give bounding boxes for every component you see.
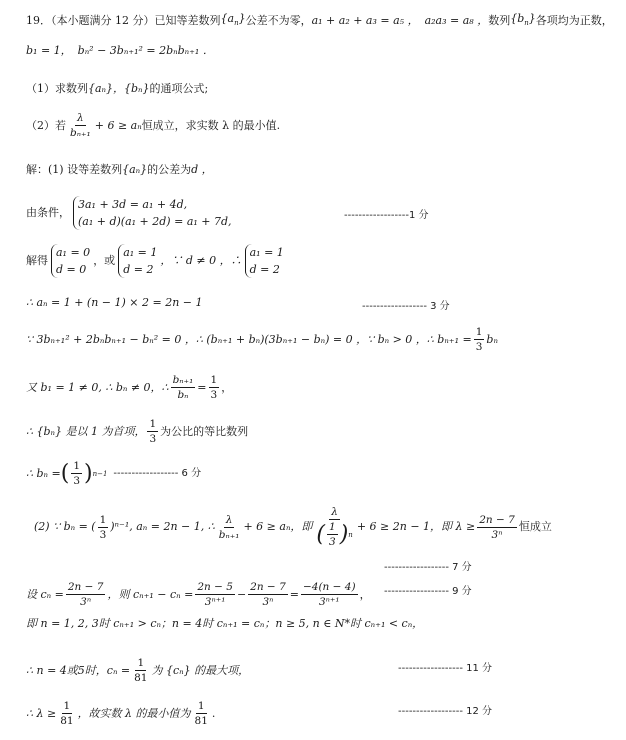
score-12: ------------------ 12 分 (398, 706, 493, 717)
cn-diff-result: $\frac{-4(n - 4)}{\text{3ⁿ⁺¹}}$ (302, 581, 356, 608)
final-answer: ∴ λ ≥ $\frac{1}{81}$ ，故实数 λ 的最小值为 $\frac{1}{81}$ . (26, 700, 216, 727)
score-7: ------------------ 7 分 (384, 562, 472, 573)
p2-frac-2: $\frac{\lambda}{\text{bₙ₊₁}}$ (218, 513, 240, 541)
question-2 (26, 112, 280, 139)
bn-ratio-rhs: $\frac{1}{3}$ (210, 374, 218, 401)
score-11: ------------------ 11 分 (398, 663, 493, 674)
solve-or: ，或 (93, 254, 116, 267)
problem-line-2 (26, 44, 214, 58)
solve-system-1: a₁ = 0 d = 0 (51, 244, 90, 278)
q1-seq-b: {bₙ} (124, 82, 150, 95)
problem-text-2: 数列 (488, 14, 511, 27)
part2-line: (2) ∵ bₙ = ( $\frac{1}{3}$ )ⁿ⁻¹, aₙ = 2n − 1, ∴ $\frac{\lambda}{\text{bₙ₊₁}}$ + 6 ≥ aₙ，即 λ ( $\frac{1}{3}$ ) n + 6 ≥ 2n − 1，即 λ ≥ $\frac{2n - 7}{\text{3ⁿ}}$ 恒成立 (34, 506, 552, 548)
b1-condition: b₁ = 1， (26, 44, 72, 57)
an-set: $\{a_n\}$ (220, 12, 246, 27)
solution-conditions (26, 196, 235, 230)
score-1: ------------------1 分 (344, 210, 429, 221)
solve-system-3: a₁ = 1 d = 2 (245, 244, 284, 278)
sol-seq: {aₙ} (122, 163, 148, 176)
cn-max: ∴ n = 4或5时，cₙ = $\frac{1}{81}$ 为 {cₙ} 的最大项， (26, 657, 250, 684)
p2-frac-1: $\frac{1}{3}$ (99, 513, 107, 541)
sol-text: 的公差为 (147, 163, 192, 176)
problem-number: 19．（本小题满分 12 分）已知等差数列 (26, 14, 221, 27)
cond-system: 3a₁ + 3d = a₁ + 4d, (a₁ + d)(a₁ + 2d) = a₁ + 7d, (73, 196, 232, 230)
bn-ratio-fraction: $\frac{1}{3}$ (475, 326, 483, 353)
q2-fraction: $\frac{\lambda}{\text{bₙ₊₁}}$ (70, 112, 91, 139)
solution-line-1 (26, 163, 213, 177)
final-frac-1: $\frac{1}{81}$ (60, 700, 74, 727)
cn-comparison: 即 n = 1, 2, 3时 cₙ₊₁ > cₙ；n = 4时 cₙ₊₁ = cₙ；n ≥ 5, n ∈ N*时 cₙ₊₁ < cₙ， (26, 617, 424, 630)
ratio-fraction: $\frac{1}{3}$ (149, 418, 157, 445)
score-6: ------------------ 6 分 (113, 467, 202, 479)
q1-label: （1）求数列 (26, 82, 88, 95)
cond-label: 由条件， (26, 206, 70, 219)
bn-base-fraction: $\frac{1}{3}$ (73, 460, 80, 487)
bn-ratio-lhs: $\frac{\text{bₙ₊₁}}{\text{bₙ}}$ (172, 374, 194, 401)
p2-frac-3: λ ( $\frac{1}{3}$ ) n (316, 506, 353, 548)
score-9: ------------------ 9 分 (384, 586, 472, 597)
final-frac-2: $\frac{1}{81}$ (194, 700, 208, 727)
solution-solve (26, 244, 287, 278)
q2-inequality: + 6 ≥ aₙ (94, 118, 142, 132)
problem-line-1 (26, 12, 613, 30)
question-1 (26, 82, 208, 96)
equation-2: a₂a₃ = a₈ ， (424, 14, 489, 27)
problem-text-1: 公差不为零， (245, 14, 312, 27)
equation-1: a₁ + a₂ + a₃ = a₅ ， (311, 14, 419, 27)
q1-text: 的通项公式; (149, 82, 209, 95)
cn-frac: $\frac{2n - 7}{\text{3ⁿ}}$ (67, 581, 104, 608)
an-formula: ∴ aₙ = 1 + (n − 1) × 2 = 2n − 1 (26, 296, 203, 309)
score-3: ------------------ 3 分 (362, 301, 450, 312)
bn-ratio: 又 b₁ = 1 ≠ 0, ∴ bₙ ≠ 0，∴ $\frac{\text{bₙ₊₁}}{\text{bₙ}}$ = $\frac{1}{3}$ ， (26, 374, 233, 401)
cn-diff-frac-2: $\frac{2n - 7}{\text{3ⁿ}}$ (250, 581, 286, 608)
sol-d: d ， (191, 163, 213, 176)
sol-intro: 解：(1) 设等差数列 (26, 163, 123, 176)
problem-text-3: 各项均为正数， (535, 14, 613, 27)
solve-label: 解得 (26, 254, 48, 267)
p2-frac-4: $\frac{2n - 7}{\text{3ⁿ}}$ (479, 513, 515, 541)
q1-seq-a: {aₙ}， (88, 82, 125, 95)
q2-text: 恒成立，求实数 λ 的最小值. (141, 118, 281, 132)
max-fraction: $\frac{1}{81}$ (134, 657, 148, 684)
cn-definition: 设 cₙ = $\frac{2n - 7}{\text{3ⁿ}}$ ，则 cₙ₊₁ − cₙ = $\frac{2n - 5}{\text{3ⁿ⁺¹}}$ − $\frac{2n - 7}{\text{3ⁿ}}$ = $\frac{-4(n - 4)}{\text{3ⁿ⁺¹}}$ ， (26, 581, 371, 608)
solve-system-2: a₁ = 1 d = 2 (118, 244, 157, 278)
geometric-statement: ∴ {bₙ} 是以 1 为首项， $\frac{1}{3}$ 为公比的等比数列 (26, 418, 249, 445)
solve-because: ，∵ d ≠ 0 ，∴ (160, 254, 242, 267)
recurrence: bₙ² − 3bₙ₊₁² = 2bₙbₙ₊₁ ． (77, 44, 214, 57)
bn-derivation: ∵ 3bₙ₊₁² + 2bₙbₙ₊₁ − bₙ² = 0 ，∴ (bₙ₊₁ + bₙ)(3bₙ₊₁ − bₙ) = 0 ，∵ bₙ > 0 ，∴ bₙ₊₁ = $\frac{1}{3}$ bₙ (26, 326, 498, 353)
cn-diff-frac-1: $\frac{2n - 5}{\text{3ⁿ⁺¹}}$ (197, 581, 233, 608)
q2-label: （2）若 (26, 118, 66, 132)
bn-formula: ∴ bₙ = ( $\frac{1}{3}$ ) n−1 ------------------ 6 分 (26, 460, 202, 487)
bn-set: $\{b_n\}$ (510, 12, 536, 27)
